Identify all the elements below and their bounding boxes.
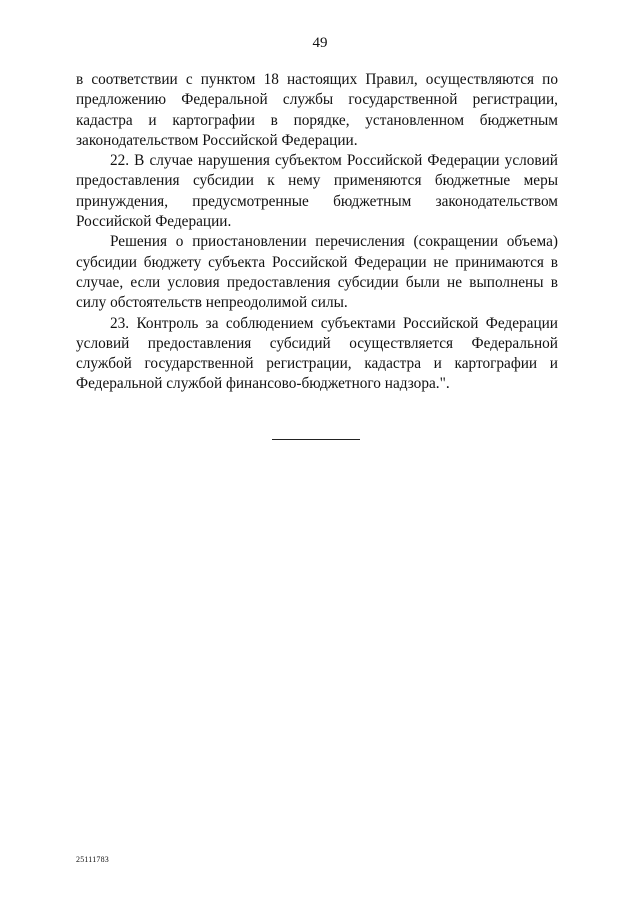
document-body — [76, 70, 558, 395]
paragraph-continuation: в соответствии с пунктом 18 настоящих Правил, осуществляются по предложению Федеральной службы государственной регистрации, кадастра и картографии в порядке, установленном бюджетным законодательством Российской Федерации. — [76, 71, 558, 149]
page-number: 49 — [312, 35, 328, 51]
paragraph-suspension-decisions: Решения о приостановлении перечисления (сокращении объема) субсидии бюджету субъекта Российской Федерации не принимаются в случае, если условия предоставления субсидии были не выполнены в силу обстоятельств непреодолимой силы. — [76, 233, 558, 312]
end-separator-line — [272, 439, 360, 440]
paragraph-item-23: 23. Контроль за соблюдением субъектами Российской Федерации условий предоставления субсидий осуществляется Федеральной службой государственной регистрации, кадастра и картографии и Федеральной службой финансово-бюджетного надзора.". — [76, 314, 558, 393]
paragraph-item-22: 22. В случае нарушения субъектом Российской Федерации условий предоставления субсидии к нему применяются бюджетные меры принуждения, предусмотренные бюджетным законодательством Российской Федерации. — [76, 152, 558, 231]
document-id: 25111783 — [76, 855, 110, 864]
